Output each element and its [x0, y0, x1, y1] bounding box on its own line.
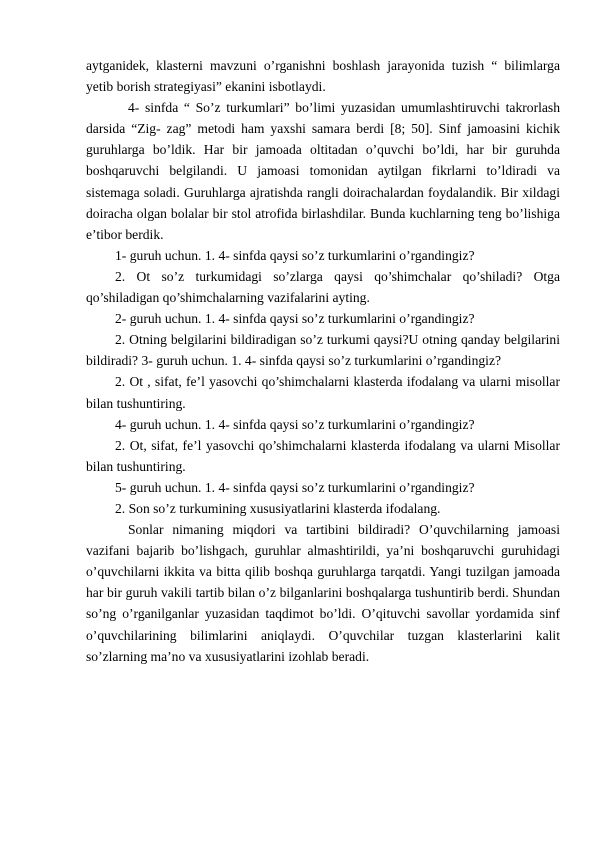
- group-4-question-1: 4- guruh uchun. 1. 4- sinfda qaysi so’z turkumlarini o’rgandingiz?: [115, 416, 475, 432]
- group-5-question-1: 5- guruh uchun. 1. 4- sinfda qaysi so’z turkumlarini o’rgandingiz?: [115, 479, 475, 495]
- paragraph-intro: aytganidek, klasterni mavzuni o’rganishni boshlash jarayonida tuzish “ bilimlarga yetib borish strategiyasi” ekanini isbotlaydi.: [86, 58, 560, 95]
- group-4-question-2: 2. Ot, sifat, fe’l yasovchi qo’shimchalarni klasterda ifodalang va ularni Misollar bilan tushuntiring.: [86, 437, 560, 474]
- paragraph-zigzag-method: 4- sinfda “ So’z turkumlari” bo’limi yuzasidan umumlashtiruvchi takrorlash darsida “Zig- zag” metodi ham yaxshi samara berdi [8; 50]. Sinf jamoasini kichik guruhlarga bo’ldik. Har bir jamoada oltitadan o’quvchi bo’ldi, har bir guruhda boshqaruvchi belgilandi. U jamoasi tomonidan aytilgan fikrlarni to’ldiradi va sistemaga soladi. Guruhlarga ajratishda rangli doirachalardan foydalandik. Bir xildagi doiracha olgan bolalar bir stol atrofida birlashdilar. Bunda kuchlarning teng bo’lishiga e’tibor berdik.: [86, 100, 560, 242]
- group-1-question-1: 1- guruh uchun. 1. 4- sinfda qaysi so’z turkumlarini o’rgandingiz?: [115, 247, 475, 263]
- group-2-question-2: 2. Otning belgilarini bildiradigan so’z turkumi qaysi?U otning qanday belgilarini bildiradi? 3- guruh uchun. 1. 4- sinfda qaysi so’z turkumlarini o’rgandingiz?: [86, 332, 560, 369]
- group-1-question-2: 2. Ot so’z turkumidagi so’zlarga qaysi qo’shimchalar qo’shiladi? Otga qo’shiladigan qo’shimchalarning vazifalarini ayting.: [86, 268, 560, 306]
- document-page: [86, 55, 560, 667]
- group-5-question-2: 2. Son so’z turkumining xususiyatlarini klasterda ifodalang.: [115, 500, 441, 516]
- group-3-question-2: 2. Ot , sifat, fe’l yasovchi qo’shimchalarni klasterda ifodalang va ularni misollar bilan tushuntiring.: [86, 374, 560, 411]
- group-2-question-1: 2- guruh uchun. 1. 4- sinfda qaysi so’z turkumlarini o’rgandingiz?: [115, 311, 475, 327]
- paragraph-conclusion: Sonlar nimaning miqdori va tartibini bildiradi? O’quvchilarning jamoasi vazifani bajarib bo’lishgach, guruhlar almashtirildi, ya’ni boshqaruvchi guruhidagi o’quvchilarni ikkita va bitta qilib boshqa guruhlarga tarqatdi. Yangi tuzilgan jamoada har bir guruh vakili tartib bilan o’z bilganlarini boshqalarga tushuntirib berdi. Shundan so’ng o’rganilganlar yuzasidan taqdimot bo’ldi. O’qituvchi savollar yordamida sinf o’quvchilarining bilimlarini aniqlaydi. O’quvchilar tuzgan klasterlarini kalit so’zlarning ma’no va xususiyatlarini izohlab beradi.: [86, 522, 560, 664]
